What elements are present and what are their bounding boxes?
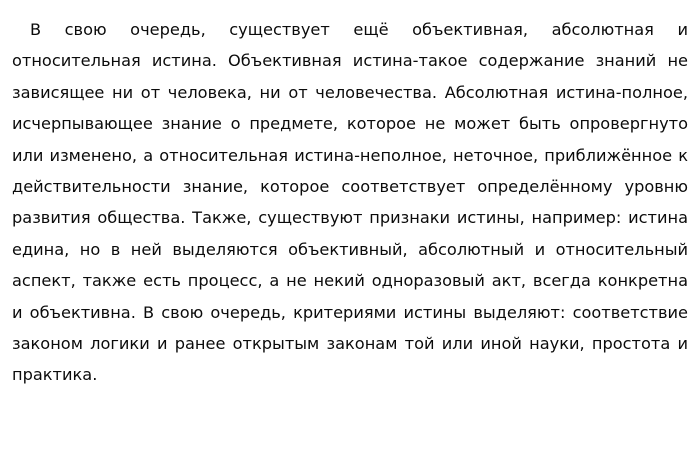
paragraph-truth-definition: В свою очередь, существует ещё объективная, абсолютная и относительная истина. Объективная истина-такое содержание знаний не зависящее ни от человека, ни от человечества. Абсолютная истина-полное, исчерпывающее знание о предмете, которое не может быть опровергнуто или изменено, а относительная истина-неполное, неточное, приближённое к действительности знание, которое соответствует определённому уровню развития общества. Также, существуют признаки истины, например: истина едина, но в ней выделяются объективный, абсолютный и относительный аспект, также есть процесс, а не некий одноразовый акт, всегда конкретна и объективна. В свою очередь, критериями истины выделяют: соответствие законом логики и ранее открытым законам той или иной науки, простота и практика.	[12, 20, 688, 385]
